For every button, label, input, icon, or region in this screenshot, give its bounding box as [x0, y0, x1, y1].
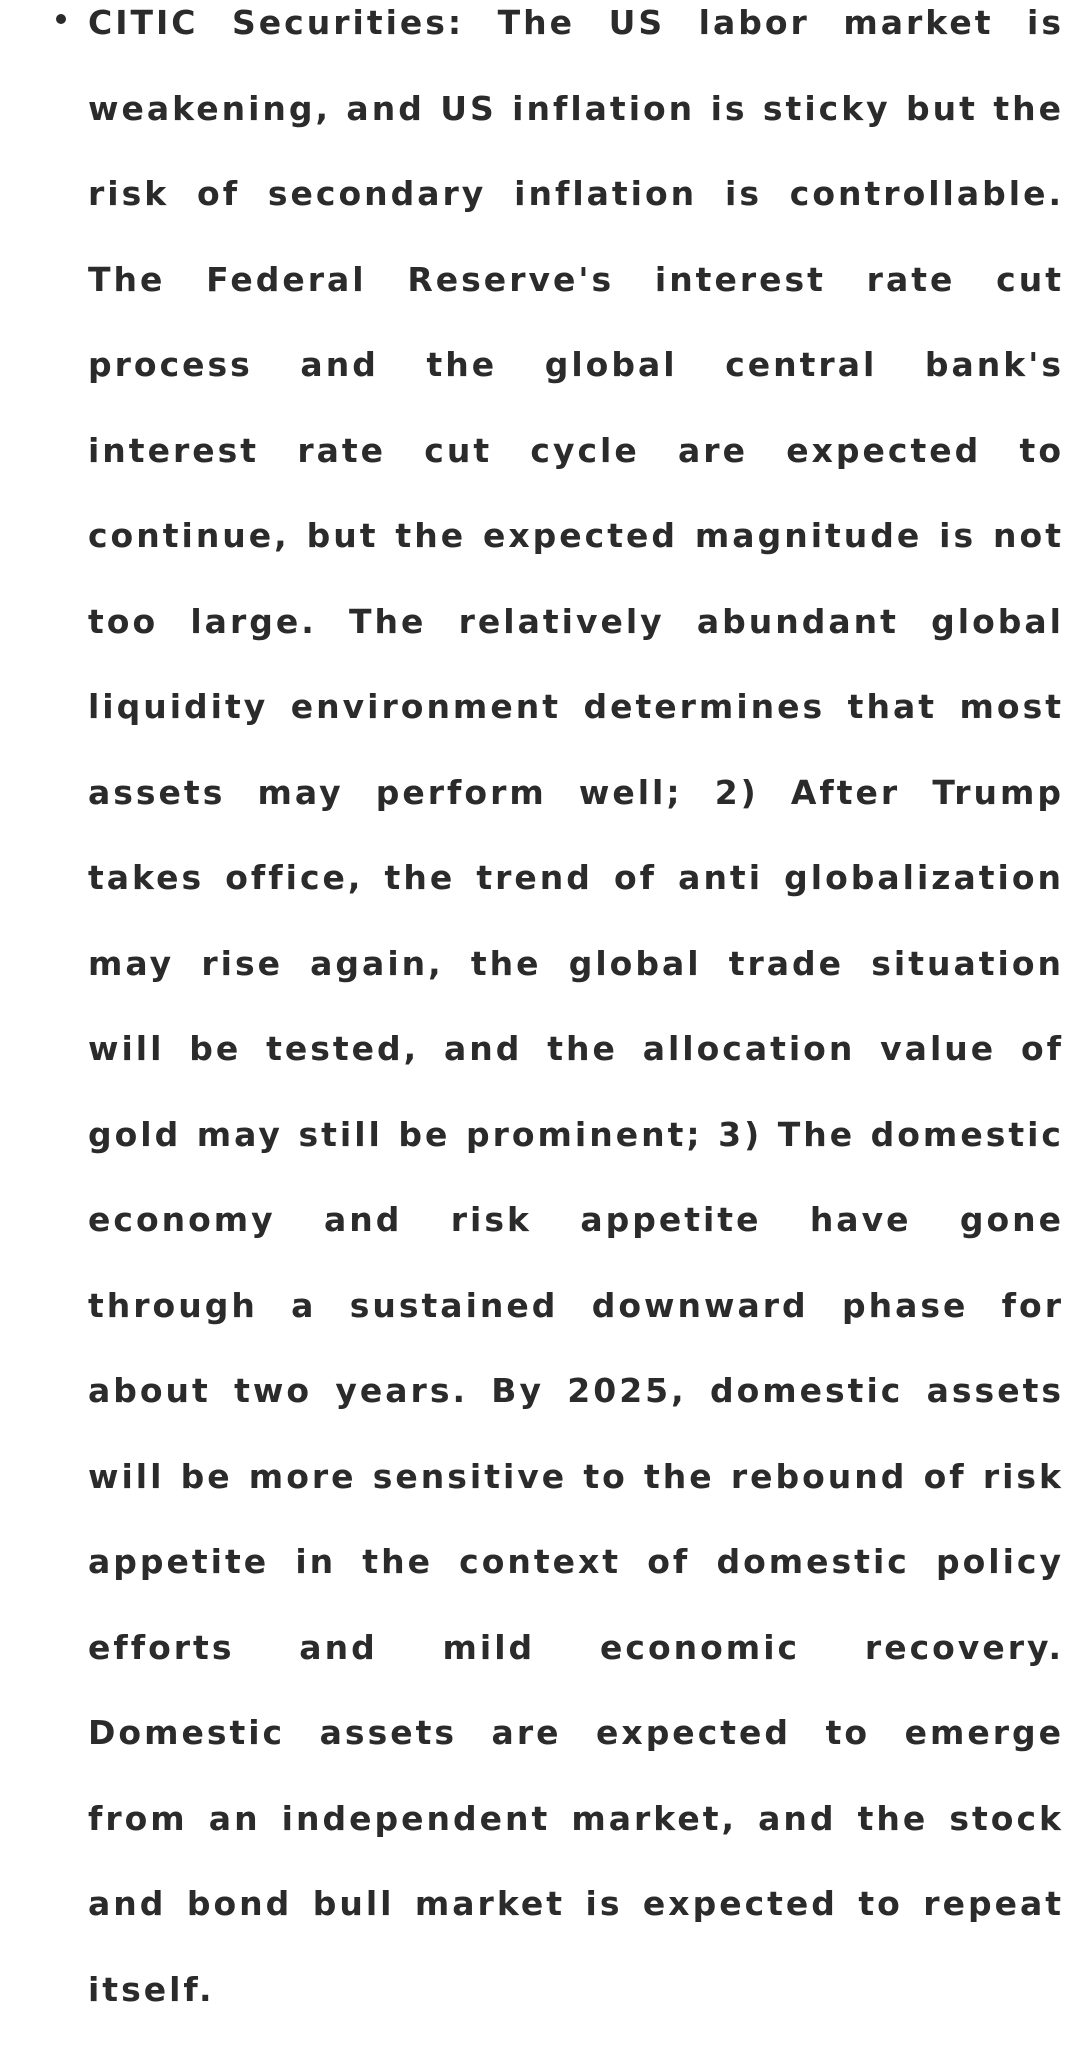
bullet-point-icon — [56, 14, 66, 24]
bullet-paragraph: CITIC Securities: The US labor market is weakening, and US inflation is sticky but the risk of secondary inflation is controllable. The Federal Reserve's interest rate cut process and the global central bank's interest rate cut cycle are expected to continue, but the expected magnitude is not too large. The relatively abundant global liquidity environment determines that most assets may perform well; 2) After Trump takes office, the trend of anti globalization may rise again, the global trade situation will be tested, and the allocation value of gold may still be prominent; 3) The domestic economy and risk appetite have gone through a sustained downward phase for about two years. By 2025, domestic assets will be more sensitive to the rebound of risk appetite in the context of domestic policy efforts and mild economic recovery. Domestic assets are expected to emerge from an independent market, and the stock and bond bull market is expected to repeat itself. — [88, 3, 1064, 2009]
